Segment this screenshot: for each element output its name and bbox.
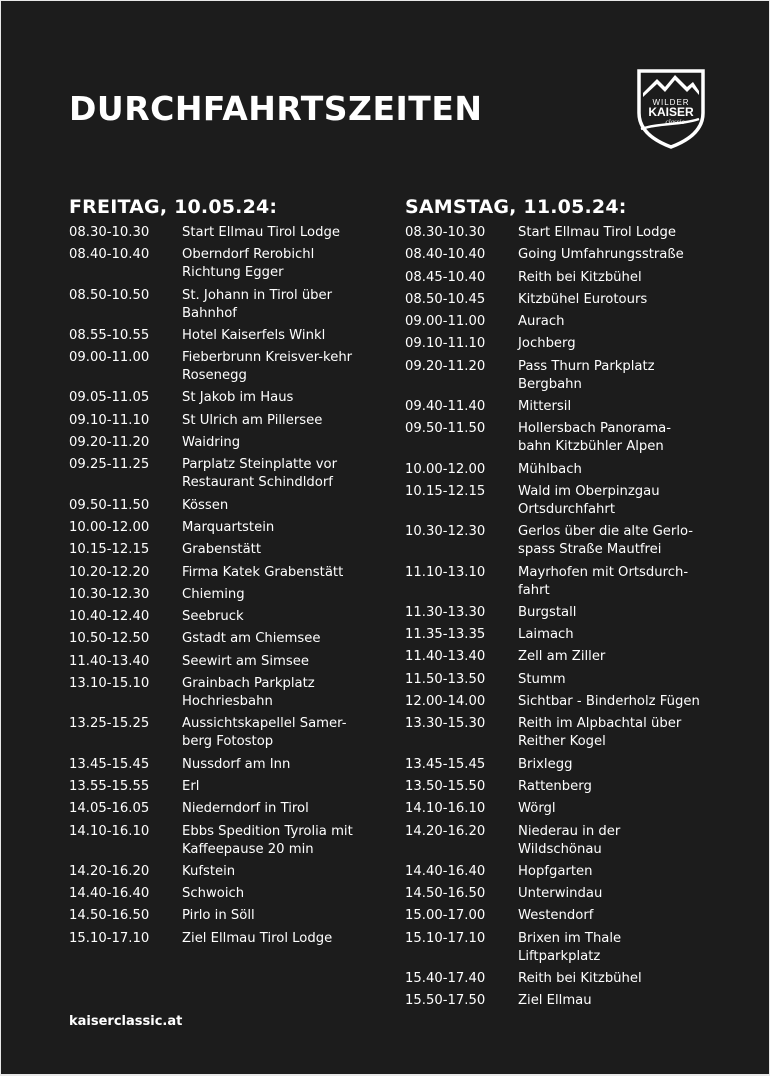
- day-heading: SAMSTAG, 11.05.24:: [405, 196, 627, 218]
- time-range: 09.50-11.50: [69, 497, 150, 513]
- time-range: 08.40-10.40: [69, 247, 150, 263]
- schedule-row: [405, 483, 725, 523]
- location: Nussdorf am Inn: [182, 756, 291, 772]
- schedule-row: [69, 823, 389, 863]
- time-range: 13.55-15.55: [69, 778, 150, 794]
- schedule-row: [405, 648, 725, 670]
- schedule-list: [405, 224, 725, 1015]
- day-heading: FREITAG, 10.05.24:: [69, 196, 278, 218]
- location: Seebruck: [182, 609, 244, 625]
- schedule-row: [69, 586, 389, 608]
- location: Niederau in der Wildschönau: [518, 823, 621, 857]
- time-range: 11.10-13.10: [405, 564, 486, 580]
- schedule-row: [69, 519, 389, 541]
- schedule-list: [69, 224, 389, 952]
- location: Reith bei Kitzbühel: [518, 971, 642, 987]
- time-range: 08.40-10.40: [405, 247, 486, 263]
- location: Wörgl: [518, 801, 556, 817]
- location: Going Umfahrungsstraße: [518, 247, 684, 263]
- location: Hopfgarten: [518, 863, 593, 879]
- time-range: 14.50-16.50: [405, 886, 486, 902]
- time-range: 09.05-11.05: [69, 390, 150, 406]
- location: Pass Thurn Parkplatz Bergbahn: [518, 358, 655, 392]
- schedule-row: [405, 358, 725, 398]
- time-range: 09.10-11.10: [405, 336, 486, 352]
- time-range: 11.30-13.30: [405, 604, 486, 620]
- schedule-row: [405, 269, 725, 291]
- time-range: 14.05-16.05: [69, 801, 150, 817]
- schedule-row: [69, 287, 389, 327]
- time-range: 13.45-15.45: [405, 756, 486, 772]
- shield-icon: [635, 67, 707, 149]
- location: Jochberg: [518, 336, 576, 352]
- schedule-row: [405, 224, 725, 246]
- time-range: 15.40-17.40: [405, 971, 486, 987]
- schedule-row: [69, 327, 389, 349]
- schedule-row: [405, 564, 725, 604]
- location: Marquartstein: [182, 519, 275, 535]
- time-range: 08.45-10.40: [405, 269, 486, 285]
- schedule-row: [405, 693, 725, 715]
- schedule-row: [69, 675, 389, 715]
- location: Seewirt am Simsee: [182, 653, 309, 669]
- location: St. Johann in Tirol über Bahnhof: [182, 287, 333, 321]
- schedule-row: [405, 992, 725, 1014]
- schedule-row: [405, 461, 725, 483]
- schedule-row: [69, 863, 389, 885]
- time-range: 10.15-12.15: [405, 483, 486, 499]
- schedule-row: [69, 653, 389, 675]
- schedule-row: [405, 398, 725, 420]
- schedule-row: [69, 778, 389, 800]
- location: Parplatz Steinplatte vor Restaurant Schindldorf: [182, 457, 337, 491]
- location: Chieming: [182, 586, 245, 602]
- schedule-row: [69, 630, 389, 652]
- schedule-row: [405, 800, 725, 822]
- time-range: 11.50-13.50: [405, 671, 486, 687]
- time-range: 10.20-12.20: [69, 564, 150, 580]
- location: Aussichtskapellel Samer-berg Fotostop: [182, 716, 347, 750]
- location: Brixlegg: [518, 756, 573, 772]
- schedule-row: [69, 349, 389, 389]
- time-range: 08.55-10.55: [69, 327, 150, 343]
- schedule-row: [69, 608, 389, 630]
- schedule-row: [69, 930, 389, 952]
- location: Reith bei Kitzbühel: [518, 269, 642, 285]
- schedule-row: [69, 907, 389, 929]
- location: Kössen: [182, 497, 229, 513]
- location: Burgstall: [518, 604, 577, 620]
- schedule-row: [69, 800, 389, 822]
- time-range: 08.30-10.30: [69, 225, 150, 240]
- location: Wald im Oberpinzgau Ortsdurchfahrt: [518, 483, 660, 517]
- time-range: 09.20-11.20: [69, 435, 150, 451]
- website-link[interactable]: kaiserclassic.at: [69, 1014, 183, 1029]
- location: Erl: [182, 778, 200, 794]
- schedule-row: [405, 420, 725, 460]
- time-range: 14.20-16.20: [405, 823, 486, 839]
- time-range: 09.00-11.00: [69, 350, 150, 366]
- location: Fieberbrunn Kreisver-kehr Rosenegg: [182, 350, 353, 384]
- page-title: DURCHFAHRTSZEITEN: [69, 89, 483, 128]
- location: Schwoich: [182, 886, 245, 902]
- schedule-row: [69, 497, 389, 519]
- time-range: 13.45-15.45: [69, 756, 150, 772]
- poster: [1, 1, 769, 1074]
- time-range: 15.10-17.10: [405, 930, 486, 946]
- location: Sichtbar - Binderholz Fügen: [518, 694, 700, 710]
- schedule-row: [405, 626, 725, 648]
- location: St Ulrich am Pillersee: [182, 412, 323, 428]
- time-range: 14.50-16.50: [69, 908, 150, 924]
- location: Kitzbühel Eurotours: [518, 291, 648, 307]
- location: Grainbach Parkplatz Hochriesbahn: [182, 676, 315, 710]
- location: Zell am Ziller: [518, 649, 606, 665]
- time-range: 09.50-11.50: [405, 421, 486, 437]
- time-range: 11.35-13.35: [405, 627, 486, 643]
- location: Ziel Ellmau Tirol Lodge: [182, 930, 333, 946]
- time-range: 15.00-17.00: [405, 908, 486, 924]
- time-range: 11.40-13.40: [69, 653, 150, 669]
- time-range: 08.30-10.30: [405, 225, 486, 240]
- wilder-kaiser-logo: [635, 67, 707, 149]
- logo-text-top: WILDER: [652, 98, 690, 107]
- time-range: 10.30-12.30: [69, 586, 150, 602]
- location: Kufstein: [182, 863, 236, 879]
- time-range: 11.40-13.40: [405, 649, 486, 665]
- schedule-row: [405, 907, 725, 929]
- schedule-row: [405, 778, 725, 800]
- location: Grabenstätt: [182, 542, 262, 558]
- time-range: 08.50-10.50: [69, 287, 150, 303]
- time-range: 14.20-16.20: [69, 863, 150, 879]
- logo-text-main: KAISER: [648, 105, 694, 119]
- schedule-row: [405, 671, 725, 693]
- schedule-row: [69, 246, 389, 286]
- location: Unterwindau: [518, 886, 603, 902]
- schedule-row: [405, 291, 725, 313]
- location: Mayrhofen mit Ortsdurch-fahrt: [518, 564, 689, 598]
- time-range: 15.50-17.50: [405, 993, 486, 1009]
- location: Aurach: [518, 314, 565, 330]
- time-range: 14.10-16.10: [405, 801, 486, 817]
- saturday-column: [405, 194, 725, 1015]
- location: Ziel Ellmau: [518, 993, 592, 1009]
- location: Hollersbach Panorama-bahn Kitzbühler Alpen: [518, 421, 672, 455]
- schedule-row: [405, 930, 725, 970]
- time-range: 09.20-11.20: [405, 358, 486, 374]
- time-range: 10.00-12.00: [405, 461, 486, 477]
- time-range: 12.00-14.00: [405, 694, 486, 710]
- time-range: 09.10-11.10: [69, 412, 150, 428]
- schedule-row: [405, 885, 725, 907]
- schedule-row: [405, 313, 725, 335]
- time-range: 09.00-11.00: [405, 314, 486, 330]
- schedule-row: [69, 564, 389, 586]
- location: Waidring: [182, 435, 241, 451]
- time-range: 10.50-12.50: [69, 631, 150, 647]
- schedule-row: [405, 823, 725, 863]
- schedule-row: [69, 756, 389, 778]
- time-range: 10.40-12.40: [69, 609, 150, 625]
- time-range: 10.15-12.15: [69, 542, 150, 558]
- location: Westendorf: [518, 908, 594, 924]
- location: Start Ellmau Tirol Lodge: [518, 225, 676, 240]
- schedule-row: [405, 715, 725, 755]
- location: Start Ellmau Tirol Lodge: [182, 225, 340, 240]
- time-range: 14.40-16.40: [405, 863, 486, 879]
- time-range: 14.10-16.10: [69, 823, 150, 839]
- time-range: 10.30-12.30: [405, 524, 486, 540]
- location: Gerlos über die alte Gerlo-spass Straße Mautfrei: [518, 524, 694, 558]
- time-range: 13.30-15.30: [405, 716, 486, 732]
- friday-column: [69, 194, 389, 952]
- schedule-row: [405, 604, 725, 626]
- location: Rattenberg: [518, 778, 592, 794]
- schedule-row: [69, 715, 389, 755]
- logo-text-sub: classic: [665, 118, 685, 126]
- time-range: 09.25-11.25: [69, 457, 150, 473]
- time-range: 14.40-16.40: [69, 886, 150, 902]
- schedule-row: [69, 541, 389, 563]
- schedule-row: [405, 335, 725, 357]
- time-range: 10.00-12.00: [69, 519, 150, 535]
- schedule-row: [69, 885, 389, 907]
- schedule-row: [405, 863, 725, 885]
- location: Oberndorf Rerobichl Richtung Egger: [182, 247, 315, 281]
- location: Reith im Alpbachtal über Reither Kogel: [518, 716, 682, 750]
- schedule-row: [405, 970, 725, 992]
- location: Stumm: [518, 671, 566, 687]
- location: Mittersil: [518, 399, 572, 415]
- schedule-row: [405, 246, 725, 268]
- schedule-row: [405, 756, 725, 778]
- time-range: 13.10-15.10: [69, 676, 150, 692]
- schedule-row: [69, 456, 389, 496]
- location: Pirlo in Söll: [182, 908, 255, 924]
- schedule-row: [405, 523, 725, 563]
- location: Mühlbach: [518, 461, 582, 477]
- location: Niederndorf in Tirol: [182, 801, 309, 817]
- location: St Jakob im Haus: [182, 390, 294, 406]
- location: Gstadt am Chiemsee: [182, 631, 321, 647]
- location: Hotel Kaiserfels Winkl: [182, 327, 326, 343]
- time-range: 13.25-15.25: [69, 716, 150, 732]
- time-range: 09.40-11.40: [405, 399, 486, 415]
- time-range: 13.50-15.50: [405, 778, 486, 794]
- schedule-row: [69, 389, 389, 411]
- location: Ebbs Spedition Tyrolia mit Kaffeepause 20 min: [182, 823, 353, 857]
- location: Laimach: [518, 627, 574, 643]
- schedule-row: [69, 434, 389, 456]
- schedule-row: [69, 412, 389, 434]
- location: Brixen im Thale Liftparkplatz: [518, 930, 622, 964]
- time-range: 15.10-17.10: [69, 930, 150, 946]
- time-range: 08.50-10.45: [405, 291, 486, 307]
- schedule-row: [69, 224, 389, 246]
- location: Firma Katek Grabenstätt: [182, 564, 344, 580]
